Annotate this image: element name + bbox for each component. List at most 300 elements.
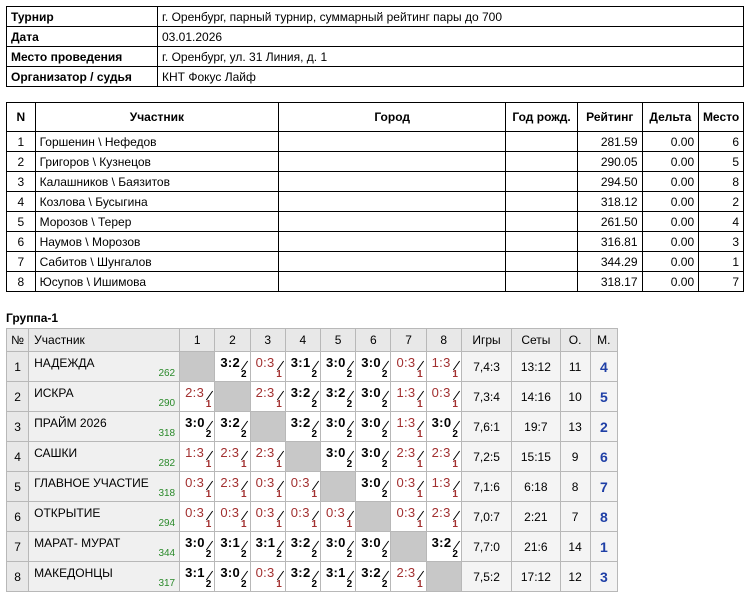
participant-place: 3 xyxy=(699,232,744,252)
match-result xyxy=(321,382,355,411)
participant-name: Наумов \ Морозов xyxy=(35,232,279,252)
participant-place: 4 xyxy=(699,212,744,232)
match-result-cell xyxy=(391,502,426,532)
group-row-number: 1 xyxy=(7,352,29,382)
match-points: 1 xyxy=(417,399,423,410)
match-result xyxy=(356,412,390,441)
match-score: 1:3 xyxy=(396,385,416,400)
info-row xyxy=(7,67,744,87)
match-result-cell xyxy=(321,412,356,442)
match-points: 1 xyxy=(452,459,458,470)
match-result xyxy=(215,562,249,591)
match-result xyxy=(286,352,320,381)
group-header-2: 1 xyxy=(180,329,215,352)
match-score: 3:1 xyxy=(326,565,346,580)
sets-total: 2:21 xyxy=(512,502,560,532)
match-points: 2 xyxy=(241,369,247,380)
participants-header-4: Рейтинг xyxy=(577,103,642,132)
match-score: 3:0 xyxy=(326,415,346,430)
match-points: 1 xyxy=(417,489,423,500)
match-result xyxy=(180,532,214,561)
match-result-cell xyxy=(356,412,391,442)
info-key: Место проведения xyxy=(7,47,158,67)
sets-total: 6:18 xyxy=(512,472,560,502)
match-score: 2:3 xyxy=(396,445,416,460)
match-result-cell xyxy=(321,382,356,412)
sets-total: 17:12 xyxy=(512,562,560,592)
participant-year xyxy=(506,192,578,212)
group-header-7: 6 xyxy=(356,329,391,352)
match-score: 0:3 xyxy=(326,505,345,520)
match-score: 3:0 xyxy=(185,415,205,430)
match-points: 1 xyxy=(417,519,423,530)
group-row-number: 7 xyxy=(7,532,29,562)
group-row-number: 2 xyxy=(7,382,29,412)
participant-delta: 0.00 xyxy=(642,252,699,272)
match-result xyxy=(427,352,461,381)
participant-delta: 0.00 xyxy=(642,272,699,292)
team-cell xyxy=(29,532,180,562)
points-total: 11 xyxy=(560,352,590,382)
match-score: 2:3 xyxy=(185,385,205,400)
match-points: 2 xyxy=(346,429,353,440)
match-score: 3:1 xyxy=(185,565,205,580)
participant-rating: 290.05 xyxy=(577,152,642,172)
match-score: 0:3 xyxy=(255,565,275,580)
match-points: 2 xyxy=(452,429,458,440)
participants-header-2: Город xyxy=(279,103,506,132)
match-points: 2 xyxy=(311,549,317,560)
match-result xyxy=(251,532,285,561)
match-result xyxy=(251,502,285,531)
match-result-cell xyxy=(356,532,391,562)
games-total: 7,6:1 xyxy=(461,412,511,442)
match-result xyxy=(321,442,355,471)
match-result-cell xyxy=(250,352,285,382)
games-total: 7,2:5 xyxy=(461,442,511,472)
diagonal-cell xyxy=(321,472,356,502)
match-score: 3:2 xyxy=(220,415,241,430)
match-score: 3:0 xyxy=(361,475,381,490)
match-result-cell xyxy=(215,352,250,382)
match-result xyxy=(251,442,285,471)
participant-rating: 281.59 xyxy=(577,132,642,152)
match-score: 1:3 xyxy=(185,445,205,460)
match-score: 1:3 xyxy=(431,355,451,370)
participant-row xyxy=(7,252,744,272)
match-score: 3:1 xyxy=(255,535,276,550)
info-key: Дата xyxy=(7,27,158,47)
match-points: 1 xyxy=(241,519,247,530)
match-result-cell xyxy=(356,382,391,412)
match-score: 3:2 xyxy=(326,385,346,400)
participant-delta: 0.00 xyxy=(642,192,699,212)
match-points: 2 xyxy=(311,399,317,410)
group-header-0: № xyxy=(7,329,29,352)
participant-place: 2 xyxy=(699,192,744,212)
participant-name: Григоров \ Кузнецов xyxy=(35,152,279,172)
group-row xyxy=(7,472,618,502)
match-points: 1 xyxy=(205,519,212,530)
match-result xyxy=(356,442,390,471)
match-score: 3:0 xyxy=(326,355,346,370)
match-points: 2 xyxy=(381,489,388,500)
group-row-number: 5 xyxy=(7,472,29,502)
match-score: 2:3 xyxy=(220,475,240,490)
team-rating: 318 xyxy=(158,488,176,499)
games-total: 7,5:2 xyxy=(461,562,511,592)
match-score: 3:0 xyxy=(361,385,381,400)
participants-header-0: N xyxy=(7,103,36,132)
team-name: МАРАТ- МУРАТ xyxy=(34,536,121,550)
games-total: 7,0:7 xyxy=(461,502,511,532)
match-result xyxy=(180,562,214,591)
team-cell xyxy=(29,442,180,472)
participant-number: 6 xyxy=(7,232,36,252)
match-result xyxy=(427,472,461,501)
match-points: 1 xyxy=(276,489,282,500)
group-header-4: 3 xyxy=(250,329,285,352)
info-value: г. Оренбург, ул. 31 Линия, д. 1 xyxy=(158,47,744,67)
match-score: 0:3 xyxy=(290,505,310,520)
participants-header-6: Место xyxy=(699,103,744,132)
match-result-cell xyxy=(250,472,285,502)
team-rating: 294 xyxy=(158,518,176,529)
sets-total: 21:6 xyxy=(512,532,560,562)
match-result-cell xyxy=(215,562,250,592)
match-points: 2 xyxy=(205,429,212,440)
participant-number: 7 xyxy=(7,252,36,272)
group-row-number: 4 xyxy=(7,442,29,472)
participant-number: 8 xyxy=(7,272,36,292)
match-score: 3:2 xyxy=(290,565,311,580)
match-points: 2 xyxy=(311,369,317,380)
group-row xyxy=(7,382,618,412)
match-points: 2 xyxy=(346,579,353,590)
match-score: 3:0 xyxy=(220,565,241,580)
match-points: 2 xyxy=(205,549,212,560)
match-result-cell xyxy=(321,442,356,472)
match-points: 1 xyxy=(452,519,458,530)
match-result xyxy=(391,412,425,441)
match-score: 2:3 xyxy=(255,385,275,400)
match-score: 0:3 xyxy=(255,475,275,490)
match-result-cell xyxy=(321,502,356,532)
match-result xyxy=(180,412,214,441)
team-rating: 317 xyxy=(158,578,176,589)
points-total: 14 xyxy=(560,532,590,562)
match-result-cell xyxy=(356,442,391,472)
match-result-cell xyxy=(285,352,320,382)
match-points: 1 xyxy=(276,399,282,410)
match-result-cell xyxy=(391,382,426,412)
match-result xyxy=(356,562,390,591)
team-rating: 344 xyxy=(158,548,176,559)
match-result xyxy=(251,562,285,591)
match-result-cell xyxy=(426,502,461,532)
team-name: НАДЕЖДА xyxy=(34,356,95,370)
group-place: 1 xyxy=(590,532,617,562)
match-score: 3:1 xyxy=(290,355,311,370)
match-result xyxy=(427,532,461,561)
info-key: Организатор / судья xyxy=(7,67,158,87)
participant-city xyxy=(279,172,506,192)
match-points: 1 xyxy=(417,459,423,470)
participant-place: 6 xyxy=(699,132,744,152)
match-result xyxy=(251,472,285,501)
match-result xyxy=(391,502,425,531)
group-place: 8 xyxy=(590,502,617,532)
match-points: 2 xyxy=(241,549,247,560)
match-result-cell xyxy=(285,502,320,532)
match-result xyxy=(286,532,320,561)
participant-city xyxy=(279,192,506,212)
match-result xyxy=(321,562,355,591)
points-total: 9 xyxy=(560,442,590,472)
info-row xyxy=(7,47,744,67)
match-result xyxy=(427,382,461,411)
match-points: 2 xyxy=(311,429,317,440)
group-row-number: 6 xyxy=(7,502,29,532)
match-score: 3:2 xyxy=(290,415,311,430)
match-score: 2:3 xyxy=(220,445,240,460)
match-points: 2 xyxy=(241,429,247,440)
tournament-info-table xyxy=(6,6,744,87)
match-result xyxy=(215,532,249,561)
match-result-cell xyxy=(285,562,320,592)
match-result xyxy=(180,442,214,471)
match-points: 2 xyxy=(346,399,353,410)
team-name: ГЛАВНОЕ УЧАСТИЕ xyxy=(34,476,149,490)
match-result-cell xyxy=(426,412,461,442)
match-score: 0:3 xyxy=(220,505,240,520)
match-points: 2 xyxy=(241,579,247,590)
match-points: 1 xyxy=(205,489,212,500)
match-score: 3:0 xyxy=(326,535,346,550)
games-total: 7,1:6 xyxy=(461,472,511,502)
match-result xyxy=(321,352,355,381)
games-total: 7,7:0 xyxy=(461,532,511,562)
match-result xyxy=(251,352,285,381)
participant-row xyxy=(7,132,744,152)
match-result-cell xyxy=(250,502,285,532)
match-score: 0:3 xyxy=(431,385,451,400)
participant-city xyxy=(279,132,506,152)
group-row xyxy=(7,532,618,562)
match-result xyxy=(286,412,320,441)
match-result-cell xyxy=(426,442,461,472)
match-score: 3:0 xyxy=(361,415,381,430)
match-result-cell xyxy=(321,532,356,562)
match-result xyxy=(215,442,249,471)
match-result xyxy=(391,442,425,471)
group-header-1: Участник xyxy=(29,329,180,352)
points-total: 12 xyxy=(560,562,590,592)
team-name: ИСКРА xyxy=(34,386,74,400)
points-total: 13 xyxy=(560,412,590,442)
group-header-5: 4 xyxy=(285,329,320,352)
participants-header-3: Год рожд. xyxy=(506,103,578,132)
match-score: 2:3 xyxy=(431,505,451,520)
match-result-cell xyxy=(285,412,320,442)
participant-row xyxy=(7,212,744,232)
participant-row xyxy=(7,192,744,212)
participant-number: 1 xyxy=(7,132,36,152)
info-row xyxy=(7,27,744,47)
match-points: 1 xyxy=(276,369,282,380)
info-key: Турнир xyxy=(7,7,158,27)
match-points: 2 xyxy=(381,579,388,590)
match-result-cell xyxy=(356,352,391,382)
group-row-number: 8 xyxy=(7,562,29,592)
match-result-cell xyxy=(356,562,391,592)
match-score: 3:0 xyxy=(185,535,205,550)
participant-year xyxy=(506,252,578,272)
participant-place: 1 xyxy=(699,252,744,272)
participant-rating: 294.50 xyxy=(577,172,642,192)
match-result-cell xyxy=(391,472,426,502)
match-score: 3:0 xyxy=(326,445,346,460)
match-result xyxy=(286,472,320,501)
match-result-cell xyxy=(426,532,461,562)
participant-year xyxy=(506,212,578,232)
participant-row xyxy=(7,232,744,252)
match-result xyxy=(321,532,355,561)
match-score: 0:3 xyxy=(396,505,416,520)
group-place: 7 xyxy=(590,472,617,502)
points-total: 10 xyxy=(560,382,590,412)
participant-name: Сабитов \ Шунгалов xyxy=(35,252,279,272)
group-place: 2 xyxy=(590,412,617,442)
match-score: 3:0 xyxy=(361,445,381,460)
group-header-3: 2 xyxy=(215,329,250,352)
participant-year xyxy=(506,272,578,292)
match-result xyxy=(321,412,355,441)
match-score: 3:2 xyxy=(290,535,311,550)
match-points: 1 xyxy=(452,399,458,410)
group-row xyxy=(7,352,618,382)
match-points: 1 xyxy=(417,429,423,440)
match-points: 2 xyxy=(381,549,388,560)
match-score: 3:0 xyxy=(431,415,452,430)
match-points: 2 xyxy=(381,459,388,470)
match-score: 0:3 xyxy=(396,355,416,370)
sets-total: 19:7 xyxy=(512,412,560,442)
participant-city xyxy=(279,232,506,252)
match-points: 1 xyxy=(205,459,212,470)
match-result-cell xyxy=(180,562,215,592)
match-result-cell xyxy=(321,562,356,592)
participant-rating: 318.12 xyxy=(577,192,642,212)
match-points: 1 xyxy=(346,519,353,530)
team-cell xyxy=(29,502,180,532)
match-result-cell xyxy=(356,472,391,502)
match-result-cell xyxy=(250,562,285,592)
match-points: 1 xyxy=(276,459,282,470)
match-result-cell xyxy=(285,382,320,412)
match-points: 2 xyxy=(452,549,458,560)
participant-rating: 344.29 xyxy=(577,252,642,272)
group-header-9: 8 xyxy=(426,329,461,352)
participants-header-5: Дельта xyxy=(642,103,699,132)
match-result-cell xyxy=(321,352,356,382)
team-rating: 282 xyxy=(158,458,176,469)
match-result xyxy=(391,352,425,381)
match-result xyxy=(391,382,425,411)
group-place: 4 xyxy=(590,352,617,382)
match-points: 1 xyxy=(311,519,317,530)
match-result xyxy=(321,502,355,531)
team-rating: 318 xyxy=(158,428,176,439)
team-rating: 290 xyxy=(158,398,176,409)
match-result xyxy=(286,502,320,531)
match-result xyxy=(215,352,249,381)
match-points: 1 xyxy=(241,489,247,500)
match-result-cell xyxy=(285,472,320,502)
match-points: 1 xyxy=(452,369,458,380)
match-score: 2:3 xyxy=(396,565,416,580)
participant-delta: 0.00 xyxy=(642,152,699,172)
match-result-cell xyxy=(180,472,215,502)
participant-row xyxy=(7,172,744,192)
team-name: ОТКРЫТИЕ xyxy=(34,506,101,520)
match-result-cell xyxy=(426,472,461,502)
participant-delta: 0.00 xyxy=(642,172,699,192)
group-header-8: 7 xyxy=(391,329,426,352)
match-score: 3:0 xyxy=(361,535,381,550)
team-cell xyxy=(29,382,180,412)
games-total: 7,4:3 xyxy=(461,352,511,382)
match-points: 1 xyxy=(311,489,317,500)
match-result-cell xyxy=(215,532,250,562)
info-value: 03.01.2026 xyxy=(158,27,744,47)
match-result-cell xyxy=(391,442,426,472)
info-row xyxy=(7,7,744,27)
participant-number: 3 xyxy=(7,172,36,192)
match-points: 1 xyxy=(241,459,247,470)
match-result-cell xyxy=(180,442,215,472)
match-points: 2 xyxy=(381,399,388,410)
participant-row xyxy=(7,152,744,172)
match-result-cell xyxy=(180,532,215,562)
match-result xyxy=(180,472,214,501)
participant-year xyxy=(506,152,578,172)
match-result xyxy=(391,472,425,501)
group-place: 6 xyxy=(590,442,617,472)
match-result-cell xyxy=(285,532,320,562)
participant-place: 7 xyxy=(699,272,744,292)
match-result-cell xyxy=(180,412,215,442)
group-grid xyxy=(6,328,618,592)
participant-place: 5 xyxy=(699,152,744,172)
match-points: 2 xyxy=(276,549,282,560)
match-points: 1 xyxy=(276,579,282,590)
participants-table xyxy=(6,102,744,292)
match-result-cell xyxy=(250,532,285,562)
match-result xyxy=(391,562,425,591)
match-result-cell xyxy=(215,412,250,442)
match-points: 2 xyxy=(205,579,212,590)
group-header-6: 5 xyxy=(321,329,356,352)
diagonal-cell xyxy=(285,442,320,472)
participant-rating: 316.81 xyxy=(577,232,642,252)
team-cell xyxy=(29,562,180,592)
team-cell xyxy=(29,352,180,382)
match-result xyxy=(356,352,390,381)
participant-year xyxy=(506,172,578,192)
match-result xyxy=(286,562,320,591)
group-row xyxy=(7,412,618,442)
